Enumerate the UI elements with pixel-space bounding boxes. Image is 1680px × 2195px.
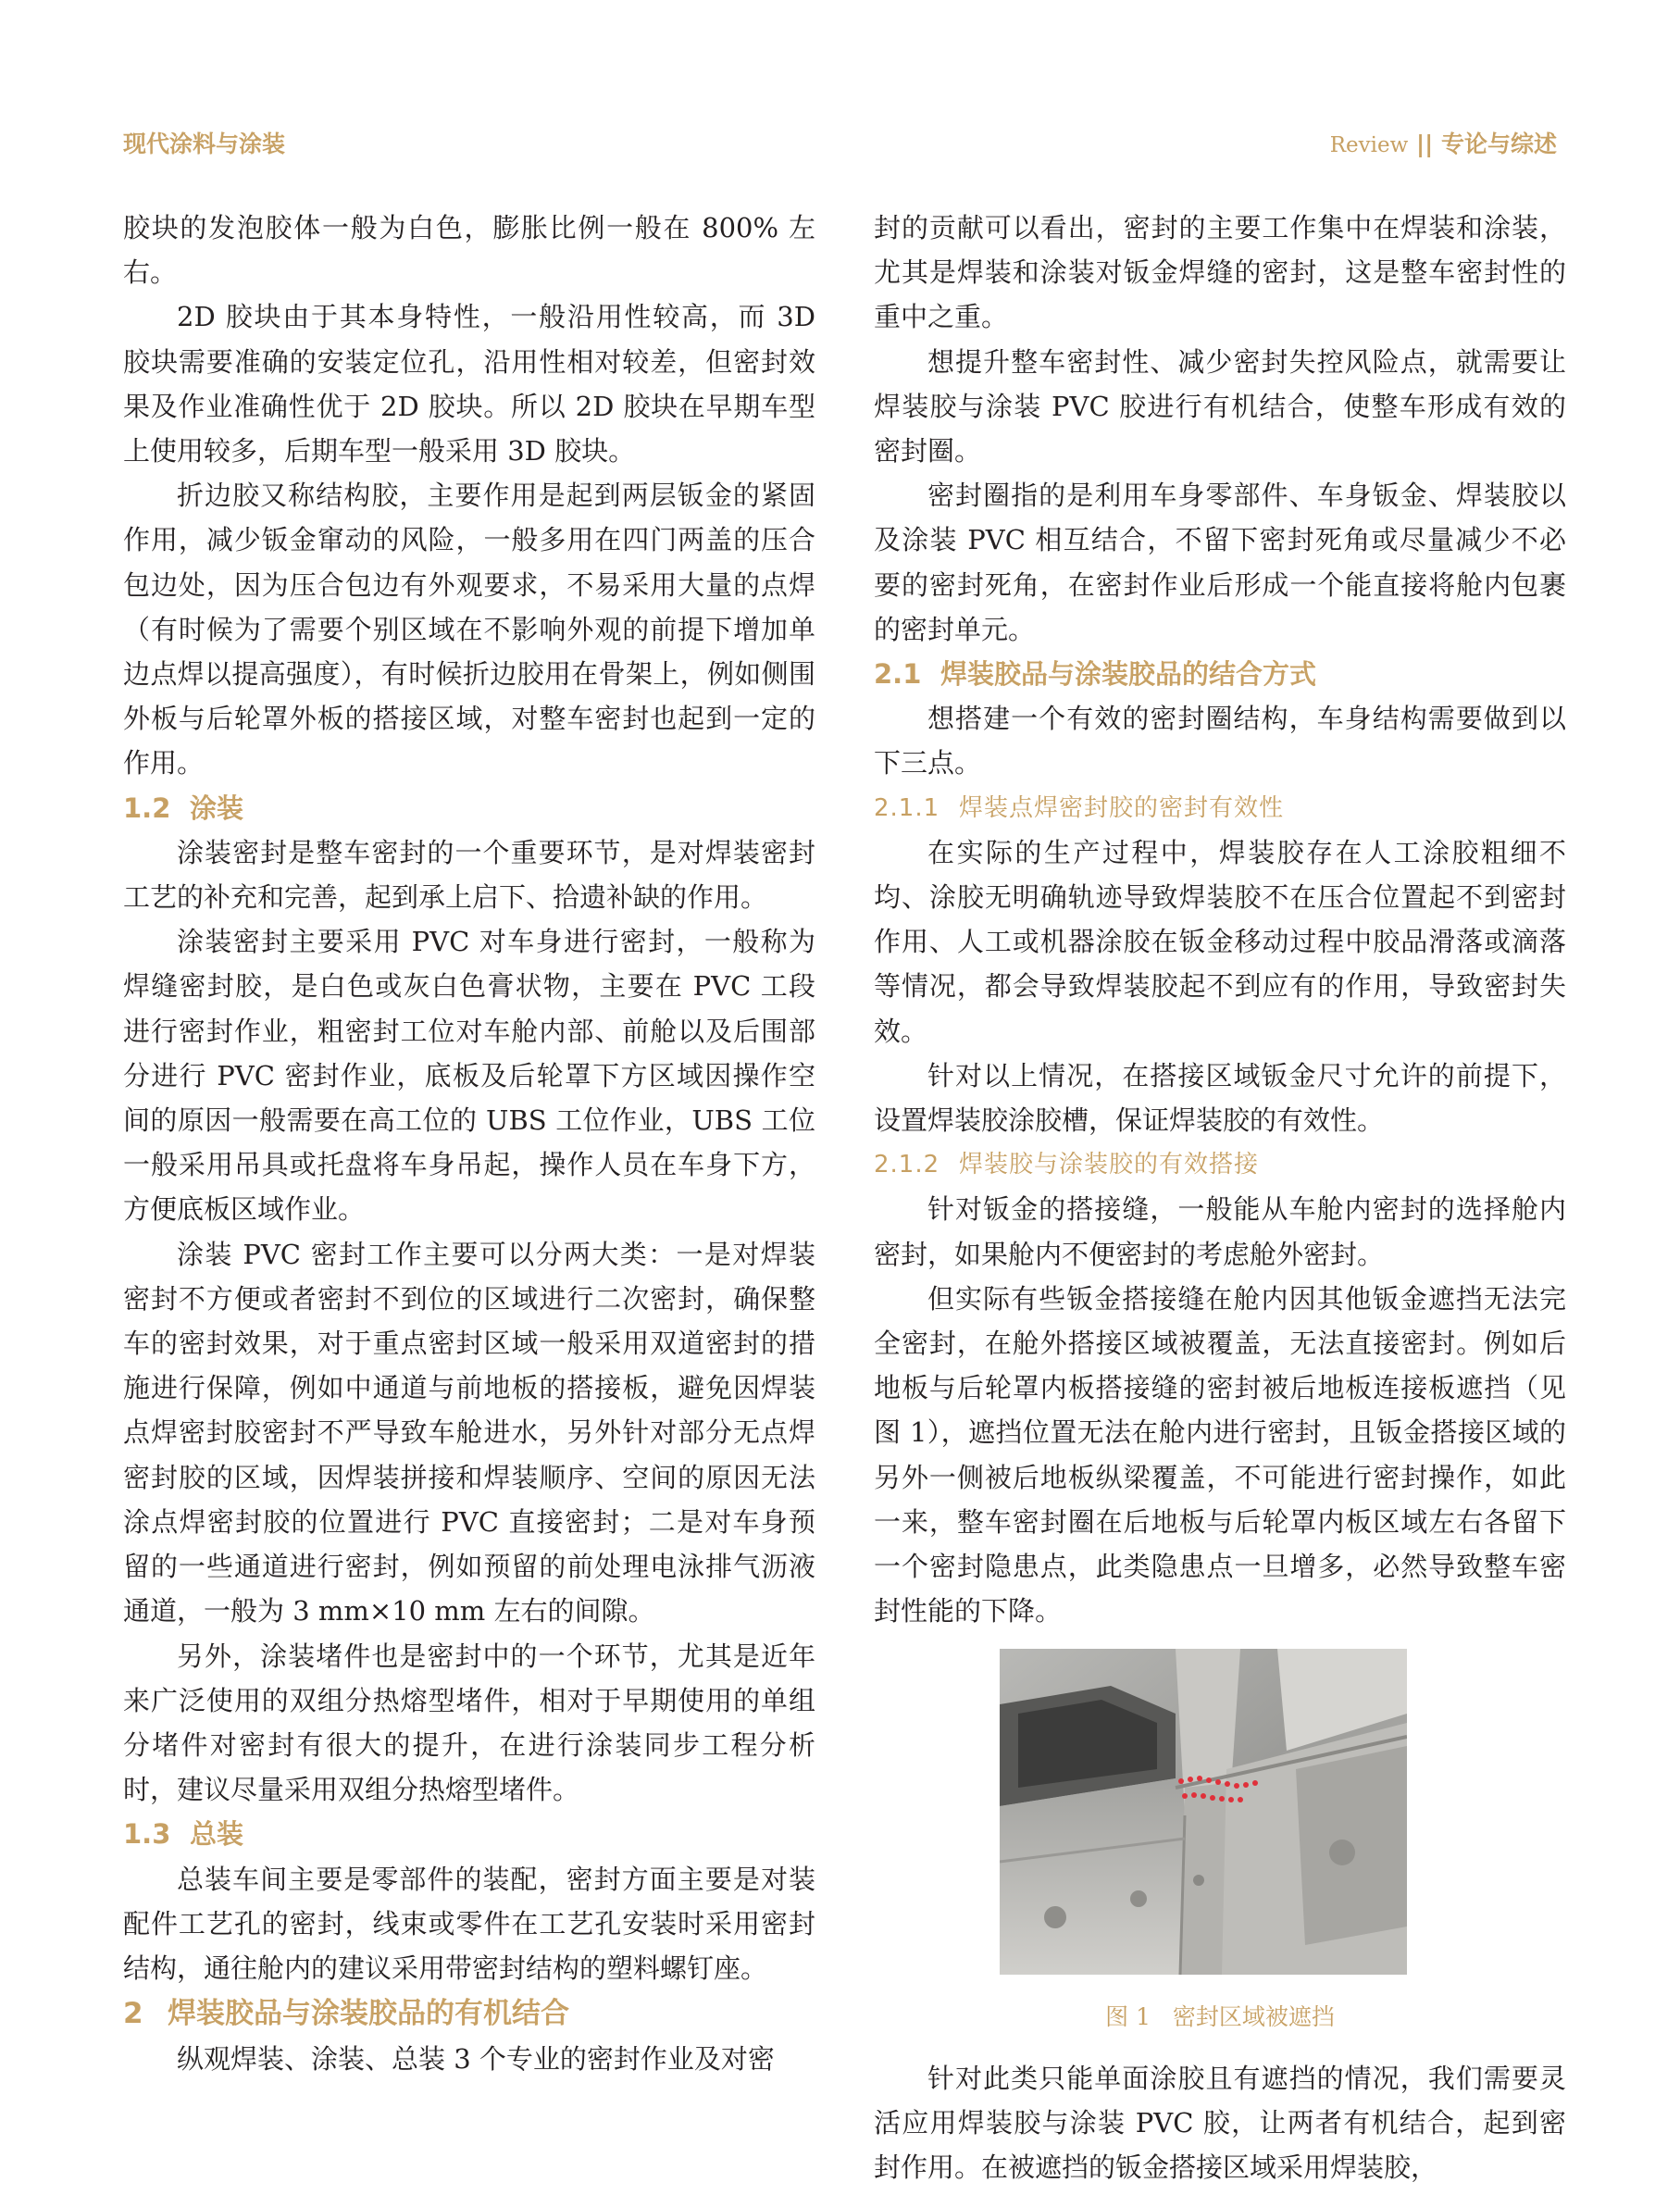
paragraph: 针对以上情况，在搭接区域钣金尺寸允许的前提下，设置焊装胶涂胶槽，保证焊装胶的有效性。	[874, 1059, 1566, 1137]
paragraph: 在实际的生产过程中，焊装胶存在人工涂胶粗细不均、涂胶无明确轨迹导致焊装胶不在压合位置起不到密封作用、人工或机器涂胶在钣金移动过程中胶品滑落或滴落等情况，都会导致焊装胶起不到应有的作用，导致密封失效。	[874, 836, 1566, 1047]
review-label: Review	[1329, 133, 1409, 157]
paragraph: 想搭建一个有效的密封圈结构，车身结构需要做到以下三点。	[874, 703, 1566, 779]
paragraph: 另外，涂装堵件也是密封中的一个环节，尤其是近年来广泛使用的双组分热熔型堵件，相对于早期使用的单组分堵件对密封有很大的提升，在进行涂装同步工程分析时，建议尽量采用双组分热熔型堵件。	[123, 1640, 815, 1806]
heading-2-1-1: 2.1.1 焊装点焊密封胶的密封有效性	[874, 793, 1285, 822]
section-label	[1330, 126, 1557, 159]
paragraph: 涂装密封主要采用 PVC 对车身进行密封，一般称为焊缝密封胶，是白色或灰白色膏状物，主要在 PVC 工段进行密封作业，粗密封工位对车舱内部、前舱以及后围部分进行 PVC 密封作业，底板及后轮罩下方区域因操作空间的原因一般需要在高工位的 UBS 工位作业，UBS 工位一般采用吊具或托盘将车身吊起，操作人员在车身下方，方便底板区域作业。	[123, 926, 815, 1226]
paragraph: 针对此类只能单面涂胶且有遮挡的情况，我们需要灵活应用焊装胶与涂装 PVC 胶，让两者有机结合，起到密封作用。在被遮挡的钣金搭接区域采用焊装胶，	[874, 2062, 1566, 2183]
paragraph: 2D 胶块由于其本身特性，一般沿用性较高，而 3D 胶块需要准确的安装定位孔，沿用性相对较差，但密封效果及作业准确性优于 2D 胶块。所以 2D 胶块在早期车型上使用较多，后期车型一般采用 3D 胶块。	[123, 301, 815, 468]
paragraph: 纵观焊装、涂装、总装 3 个专业的密封作业及对密	[177, 2043, 775, 2076]
paragraph: 总装车间主要是零部件的装配，密封方面主要是对装配件工艺孔的密封，线束或零件在工艺孔安装时采用密封结构，通往舱内的建议采用带密封结构的塑料螺钉座。	[123, 1863, 815, 1984]
paragraph: 封的贡献可以看出，密封的主要工作集中在焊装和涂装，尤其是焊装和涂装对钣金焊缝的密封，这是整车密封性的重中之重。	[874, 212, 1566, 333]
heading-2: 2 焊装胶品与涂装胶品的有机结合	[123, 1997, 569, 2031]
left-column	[123, 206, 815, 2081]
paragraph: 密封圈指的是利用车身零部件、车身钣金、焊装胶以及涂装 PVC 相互结合，不留下密封死角或尽量减少不必要的密封死角，在密封作业后形成一个能直接将舱内包裹的密封单元。	[874, 480, 1566, 645]
header-separator: ||	[1416, 131, 1434, 157]
paragraph: 折边胶又称结构胶，主要作用是起到两层钣金的紧固作用，减少钣金窜动的风险，一般多用在四门两盖的压合包边处，因为压合包边有外观要求，不易采用大量的点焊（有时候为了需要个别区域在不影响外观的前提下增加单边点焊以提高强度），有时候折边胶用在骨架上，例如侧围外板与后轮罩外板的搭接区域，对整车密封也起到一定的作用。	[123, 480, 815, 779]
paragraph: 针对钣金的搭接缝，一般能从车舱内密封的选择舱内密封，如果舱内不便密封的考虑舱外密封。	[874, 1193, 1566, 1270]
paragraph: 想提升整车密封性、减少密封失控风险点，就需要让焊装胶与涂装 PVC 胶进行有机结合，使整车形成有效的密封圈。	[874, 345, 1566, 468]
figure-caption: 图 1 密封区域被遮挡	[1105, 2002, 1335, 2030]
paragraph: 涂装密封是整车密封的一个重要环节，是对焊装密封工艺的补充和完善，起到承上启下、拾遗补缺的作用。	[123, 836, 815, 914]
heading-1-3: 1.3 总装	[123, 1818, 244, 1851]
heading-1-2: 1.2 涂装	[123, 792, 244, 824]
paragraph: 但实际有些钣金搭接缝在舱内因其他钣金遮挡无法完全密封，在舱外搭接区域被覆盖，无法直接密封。例如后地板与后轮罩内板搭接缝的密封被后地板连接板遮挡（见图 1），遮挡位置无法在舱内进行密封，且钣金搭接区域的另外一侧被后地板纵梁覆盖，不可能进行密封操作，如此一来，整车密封圈在后地板与后轮罩内板区域左右各留下一个密封隐患点，此类隐患点一旦增多，必然导致整车密封性能的下降。	[874, 1282, 1566, 1628]
heading-2-1: 2.1 焊装胶品与涂装胶品的结合方式	[874, 658, 1317, 691]
car-body-photo	[1000, 1649, 1407, 1975]
right-column	[874, 206, 1566, 2189]
journal-title: 现代涂料与涂装	[123, 131, 286, 157]
paragraph: 胶块的发泡胶体一般为白色，膨胀比例一般在 800% 左右。	[123, 212, 815, 289]
figure-photo	[1000, 1649, 1407, 1975]
paragraph: 涂装 PVC 密封工作主要可以分两大类：一是对焊装密封不方便或者密封不到位的区域进行二次密封，确保整车的密封效果，对于重点密封区域一般采用双道密封的措施进行保障，例如中通道与前地板的搭接板，避免因焊装点焊密封胶密封不严导致车舱进水，另外针对部分无点焊密封胶的区域，因焊装拼接和焊装顺序、空间的原因无法涂点焊密封胶的位置进行 PVC 直接密封；二是对车身预留的一些通道进行密封，例如预留的前处理电泳排气沥液通道，一般为 3 mm×10 mm 左右的间隙。	[123, 1238, 815, 1628]
heading-2-1-2: 2.1.2 焊装胶与涂装胶的有效搭接	[874, 1151, 1260, 1179]
section-title: 专论与综述	[1440, 131, 1557, 157]
